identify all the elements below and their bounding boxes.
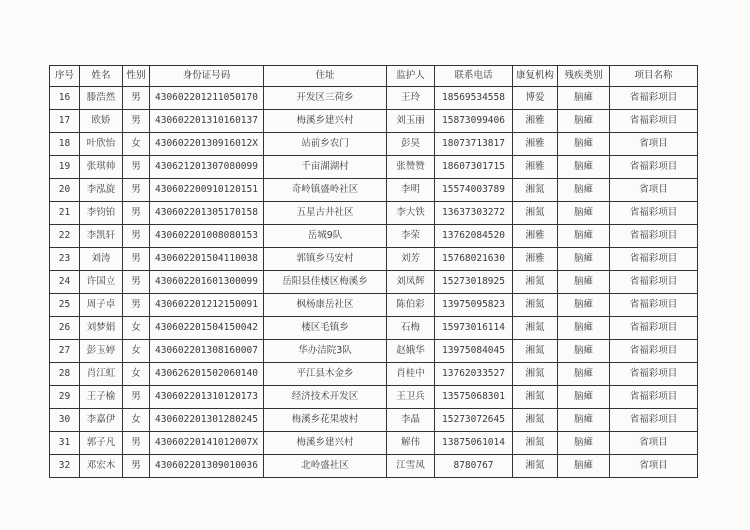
- name-cell: 李泓旋: [80, 179, 123, 202]
- header-cell-gender: 性别: [123, 66, 150, 87]
- id-number-cell: 430602201008080153: [150, 225, 264, 248]
- address-cell: 华办洁院3队: [264, 340, 387, 363]
- header-cell-id-number: 身份证号码: [150, 66, 264, 87]
- project-cell: 省福彩项目: [610, 248, 698, 271]
- project-cell: 省项目: [610, 432, 698, 455]
- address-cell: 站前乡农门: [264, 133, 387, 156]
- header-cell-phone: 联系电话: [435, 66, 513, 87]
- guardian-cell: 张赞赞: [387, 156, 435, 179]
- name-cell: 彭玉婷: [80, 340, 123, 363]
- id-number-cell: 430602201504150042: [150, 317, 264, 340]
- guardian-cell: 肖桂中: [387, 363, 435, 386]
- gender-cell: 男: [123, 432, 150, 455]
- header-cell-guardian: 监护人: [387, 66, 435, 87]
- index-cell: 30: [50, 409, 80, 432]
- guardian-cell: 刘玉丽: [387, 110, 435, 133]
- project-cell: 省项目: [610, 455, 698, 478]
- phone-cell: 15768021630: [435, 248, 513, 271]
- gender-cell: 男: [123, 87, 150, 110]
- name-cell: 李嘉伊: [80, 409, 123, 432]
- table-row: [50, 317, 698, 340]
- gender-cell: 女: [123, 409, 150, 432]
- gender-cell: 男: [123, 202, 150, 225]
- id-number-cell: 430602200910120151: [150, 179, 264, 202]
- guardian-cell: 彭昊: [387, 133, 435, 156]
- name-cell: 欧娇: [80, 110, 123, 133]
- guardian-cell: 石梅: [387, 317, 435, 340]
- project-cell: 省项目: [610, 133, 698, 156]
- table-row: [50, 179, 698, 202]
- gender-cell: 男: [123, 225, 150, 248]
- guardian-cell: 解伟: [387, 432, 435, 455]
- name-cell: 邓宏木: [80, 455, 123, 478]
- name-cell: 李钧铂: [80, 202, 123, 225]
- index-cell: 16: [50, 87, 80, 110]
- phone-cell: 18607301715: [435, 156, 513, 179]
- address-cell: 奇岭镇盛岭社区: [264, 179, 387, 202]
- id-number-cell: 430602201309010036: [150, 455, 264, 478]
- header-cell-institution: 康复机构: [513, 66, 558, 87]
- gender-cell: 女: [123, 340, 150, 363]
- header-cell-disability: 残疾类别: [558, 66, 610, 87]
- index-cell: 28: [50, 363, 80, 386]
- gender-cell: 女: [123, 363, 150, 386]
- name-cell: 王子榆: [80, 386, 123, 409]
- disability-cell: 脑瘫: [558, 317, 610, 340]
- address-cell: 开发区三荷乡: [264, 87, 387, 110]
- phone-cell: 18569534558: [435, 87, 513, 110]
- disability-cell: 脑瘫: [558, 294, 610, 317]
- guardian-cell: 李晶: [387, 409, 435, 432]
- id-number-cell: 43060220130916012X: [150, 133, 264, 156]
- header-cell-address: 住址: [264, 66, 387, 87]
- disability-cell: 脑瘫: [558, 225, 610, 248]
- institution-cell: 湘氮: [513, 294, 558, 317]
- phone-cell: 15273018925: [435, 271, 513, 294]
- index-cell: 21: [50, 202, 80, 225]
- gender-cell: 男: [123, 248, 150, 271]
- index-cell: 17: [50, 110, 80, 133]
- phone-cell: 13637303272: [435, 202, 513, 225]
- phone-cell: 18073713817: [435, 133, 513, 156]
- guardian-cell: 李大铁: [387, 202, 435, 225]
- project-cell: 省福彩项目: [610, 340, 698, 363]
- name-cell: 刘涛: [80, 248, 123, 271]
- guardian-cell: 王卫兵: [387, 386, 435, 409]
- index-cell: 19: [50, 156, 80, 179]
- project-cell: 省福彩项目: [610, 363, 698, 386]
- table-row: [50, 248, 698, 271]
- phone-cell: 8780767: [435, 455, 513, 478]
- phone-cell: 13762084520: [435, 225, 513, 248]
- id-number-cell: 430602201601300099: [150, 271, 264, 294]
- phone-cell: 13875061014: [435, 432, 513, 455]
- disability-cell: 脑瘫: [558, 202, 610, 225]
- table-row: [50, 455, 698, 478]
- address-cell: 岳城9队: [264, 225, 387, 248]
- index-cell: 31: [50, 432, 80, 455]
- table-row: [50, 363, 698, 386]
- institution-cell: 湘氮: [513, 409, 558, 432]
- gender-cell: 男: [123, 179, 150, 202]
- index-cell: 20: [50, 179, 80, 202]
- institution-cell: 湘氮: [513, 202, 558, 225]
- table-row: [50, 156, 698, 179]
- project-cell: 省福彩项目: [610, 156, 698, 179]
- disability-cell: 脑瘫: [558, 386, 610, 409]
- name-cell: 张琪帅: [80, 156, 123, 179]
- index-cell: 27: [50, 340, 80, 363]
- header-cell-index: 序号: [50, 66, 80, 87]
- address-cell: 梅溪乡花果坡村: [264, 409, 387, 432]
- id-number-cell: 430602201308160007: [150, 340, 264, 363]
- institution-cell: 湘雅: [513, 110, 558, 133]
- table-row: [50, 110, 698, 133]
- gender-cell: 男: [123, 386, 150, 409]
- name-cell: 刘梦娟: [80, 317, 123, 340]
- phone-cell: 13975095823: [435, 294, 513, 317]
- table-row: [50, 294, 698, 317]
- guardian-cell: 王玲: [387, 87, 435, 110]
- index-cell: 24: [50, 271, 80, 294]
- index-cell: 22: [50, 225, 80, 248]
- id-number-cell: 430602201301280245: [150, 409, 264, 432]
- disability-cell: 脑瘫: [558, 432, 610, 455]
- disability-cell: 脑瘫: [558, 271, 610, 294]
- table-row: [50, 340, 698, 363]
- disability-cell: 脑瘫: [558, 409, 610, 432]
- phone-cell: 15273072645: [435, 409, 513, 432]
- address-cell: 梅溪乡建兴村: [264, 432, 387, 455]
- institution-cell: 湘雅: [513, 248, 558, 271]
- institution-cell: 湘氮: [513, 179, 558, 202]
- guardian-cell: 陈伯彩: [387, 294, 435, 317]
- institution-cell: 湘氮: [513, 386, 558, 409]
- table-row: [50, 87, 698, 110]
- id-number-cell: 430621201307080099: [150, 156, 264, 179]
- name-cell: 李凯轩: [80, 225, 123, 248]
- id-number-cell: 430602201212150091: [150, 294, 264, 317]
- address-cell: 郭镇乡马安村: [264, 248, 387, 271]
- institution-cell: 湘氮: [513, 271, 558, 294]
- index-cell: 23: [50, 248, 80, 271]
- project-cell: 省福彩项目: [610, 87, 698, 110]
- institution-cell: 博爱: [513, 87, 558, 110]
- gender-cell: 男: [123, 156, 150, 179]
- phone-cell: 13762033527: [435, 363, 513, 386]
- id-number-cell: 430602201211050170: [150, 87, 264, 110]
- disability-cell: 脑瘫: [558, 179, 610, 202]
- beneficiary-table: [49, 65, 698, 478]
- guardian-cell: 李荣: [387, 225, 435, 248]
- phone-cell: 13575068301: [435, 386, 513, 409]
- gender-cell: 女: [123, 317, 150, 340]
- disability-cell: 脑瘫: [558, 340, 610, 363]
- guardian-cell: 李明: [387, 179, 435, 202]
- table-row: [50, 225, 698, 248]
- project-cell: 省福彩项目: [610, 386, 698, 409]
- name-cell: 滕浩然: [80, 87, 123, 110]
- name-cell: 郭子凡: [80, 432, 123, 455]
- guardian-cell: 江雪凤: [387, 455, 435, 478]
- gender-cell: 女: [123, 133, 150, 156]
- index-cell: 32: [50, 455, 80, 478]
- name-cell: 叶欣怡: [80, 133, 123, 156]
- project-cell: 省福彩项目: [610, 294, 698, 317]
- address-cell: 梅溪乡建兴村: [264, 110, 387, 133]
- table-row: [50, 271, 698, 294]
- id-number-cell: 43060220141012007X: [150, 432, 264, 455]
- disability-cell: 脑瘫: [558, 133, 610, 156]
- institution-cell: 湘氮: [513, 432, 558, 455]
- disability-cell: 脑瘫: [558, 455, 610, 478]
- gender-cell: 男: [123, 110, 150, 133]
- address-cell: 北岭盛社区: [264, 455, 387, 478]
- institution-cell: 湘雅: [513, 225, 558, 248]
- index-cell: 25: [50, 294, 80, 317]
- index-cell: 26: [50, 317, 80, 340]
- institution-cell: 湘雅: [513, 156, 558, 179]
- guardian-cell: 刘芳: [387, 248, 435, 271]
- table-row: [50, 133, 698, 156]
- address-cell: 岳阳县佳楼区梅溪乡: [264, 271, 387, 294]
- disability-cell: 脑瘫: [558, 248, 610, 271]
- institution-cell: 湘氮: [513, 455, 558, 478]
- address-cell: 千亩湖湖村: [264, 156, 387, 179]
- table-row: [50, 202, 698, 225]
- project-cell: 省福彩项目: [610, 110, 698, 133]
- disability-cell: 脑瘫: [558, 110, 610, 133]
- index-cell: 18: [50, 133, 80, 156]
- phone-cell: 13975084045: [435, 340, 513, 363]
- institution-cell: 湘氮: [513, 340, 558, 363]
- id-number-cell: 430602201310160137: [150, 110, 264, 133]
- disability-cell: 脑瘫: [558, 156, 610, 179]
- header-row: [50, 66, 698, 87]
- address-cell: 经济技术开发区: [264, 386, 387, 409]
- disability-cell: 脑瘫: [558, 87, 610, 110]
- address-cell: 枫杨康岳社区: [264, 294, 387, 317]
- name-cell: 肖江虹: [80, 363, 123, 386]
- address-cell: 五星古井社区: [264, 202, 387, 225]
- institution-cell: 湘雅: [513, 133, 558, 156]
- gender-cell: 男: [123, 294, 150, 317]
- id-number-cell: 430602201305170158: [150, 202, 264, 225]
- id-number-cell: 430602201504110038: [150, 248, 264, 271]
- header-cell-name: 姓名: [80, 66, 123, 87]
- guardian-cell: 刘凤辉: [387, 271, 435, 294]
- header-cell-project: 项目名称: [610, 66, 698, 87]
- project-cell: 省福彩项目: [610, 202, 698, 225]
- institution-cell: 湘氮: [513, 363, 558, 386]
- phone-cell: 15873099406: [435, 110, 513, 133]
- address-cell: 楼区毛镇乡: [264, 317, 387, 340]
- index-cell: 29: [50, 386, 80, 409]
- project-cell: 省福彩项目: [610, 409, 698, 432]
- id-number-cell: 430626201502060140: [150, 363, 264, 386]
- project-cell: 省项目: [610, 179, 698, 202]
- table-row: [50, 409, 698, 432]
- name-cell: 许国立: [80, 271, 123, 294]
- name-cell: 周子卓: [80, 294, 123, 317]
- project-cell: 省福彩项目: [610, 225, 698, 248]
- table-row: [50, 386, 698, 409]
- guardian-cell: 赵娥华: [387, 340, 435, 363]
- project-cell: 省福彩项目: [610, 317, 698, 340]
- table-body: [50, 87, 698, 478]
- table-row: [50, 432, 698, 455]
- id-number-cell: 430602201310120173: [150, 386, 264, 409]
- institution-cell: 湘氮: [513, 317, 558, 340]
- project-cell: 省福彩项目: [610, 271, 698, 294]
- phone-cell: 15574003789: [435, 179, 513, 202]
- address-cell: 平江县木金乡: [264, 363, 387, 386]
- gender-cell: 男: [123, 455, 150, 478]
- disability-cell: 脑瘫: [558, 363, 610, 386]
- gender-cell: 男: [123, 271, 150, 294]
- phone-cell: 15973016114: [435, 317, 513, 340]
